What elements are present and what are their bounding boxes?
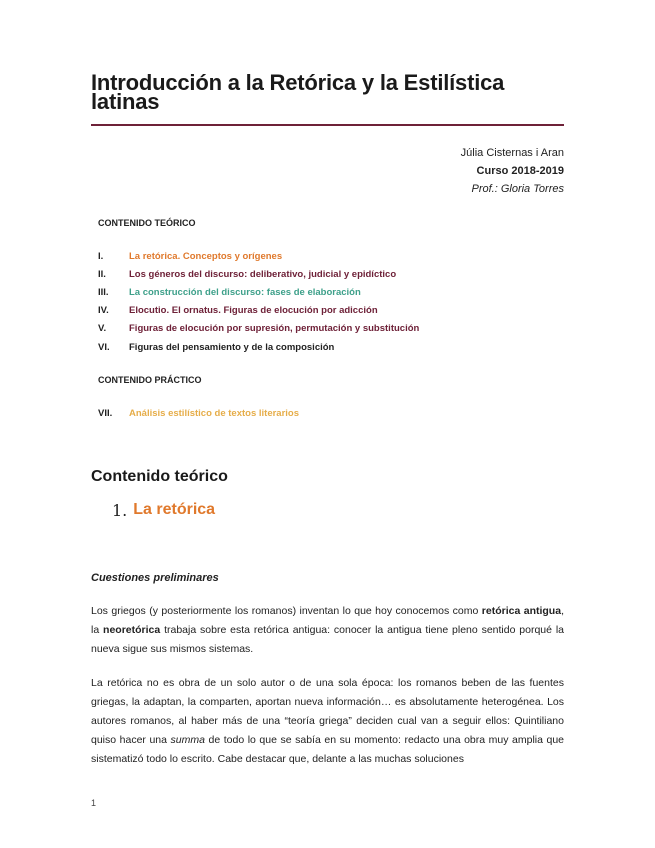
text-run: , la (91, 605, 564, 636)
paragraph-2 (91, 674, 564, 766)
text-run: de todo lo que se sabía en su momento: redacto una obra muy amplia que sistematizó todo lo escrito. Cabe destacar que, delante a las muchas soluciones (91, 734, 564, 765)
toc-item-number: III. (98, 287, 109, 298)
toc-item-6[interactable] (98, 342, 334, 353)
chapter-number: 1. (112, 501, 128, 520)
author-name: Júlia Cisternas i Aran (460, 147, 564, 159)
professor-name: Prof.: Gloria Torres (471, 183, 564, 195)
toc-item-link[interactable]: Figuras del pensamiento y de la composición (129, 342, 335, 353)
text-run: La retórica no es obra de un solo autor o de una sola época: los romanos beben de las fuentes griegas, la adaptan, la comparten, aportan nueva información… es absolutamente heterogénea. Los autores romanos, al haber más de una “teoría griega” deciden cual van a seguir ellos: Quintiliano quiso hacer una (91, 677, 564, 746)
toc-item-link[interactable]: Elocutio. El ornatus. Figuras de elocución por adicción (129, 305, 378, 316)
section-heading: Contenido teórico (91, 468, 228, 485)
subsection-heading: Cuestiones preliminares (91, 572, 219, 584)
text-run: trabaja sobre esta retórica antigua: conocer la antigua tiene pleno sentido porqué la nueva sigue sus mismos sistemas. (91, 624, 564, 655)
toc-item-link[interactable]: Análisis estilístico de textos literarios (129, 408, 300, 419)
paragraph-1 (91, 602, 564, 659)
toc-item-number: VII. (98, 408, 113, 419)
text-run: Los griegos (y posteriormente los romanos) inventan lo que hoy conocemos como (91, 605, 482, 617)
toc-item-4[interactable] (98, 305, 378, 316)
toc-item-number: I. (98, 251, 104, 262)
toc-item-2[interactable] (98, 269, 396, 280)
toc-item-number: IV. (98, 305, 109, 316)
toc-theory-heading: CONTENIDO TEÓRICO (98, 218, 196, 228)
italic-term: summa (170, 734, 205, 746)
toc-item-link[interactable]: La retórica. Conceptos y orígenes (129, 251, 283, 262)
toc-practice-heading: CONTENIDO PRÁCTICO (98, 375, 202, 385)
toc-item-link[interactable]: Figuras de elocución por supresión, permutación y substitución (129, 323, 420, 334)
toc-item-link[interactable]: La construcción del discurso: fases de elaboración (129, 287, 361, 298)
toc-item-number: VI. (98, 342, 110, 353)
toc-item-1[interactable] (98, 251, 282, 262)
chapter-heading (112, 501, 215, 520)
toc-item-5[interactable] (98, 323, 419, 334)
title-divider (91, 124, 564, 126)
bold-term: neoretórica (103, 624, 161, 636)
document-title: Introducción a la Retórica y la Estilística latinas (91, 70, 505, 114)
bold-term: retórica antigua (481, 605, 562, 617)
toc-item-link[interactable]: Los géneros del discurso: deliberativo, judicial y epidíctico (129, 269, 397, 280)
toc-item-number: V. (98, 323, 107, 334)
toc-item-7[interactable] (98, 408, 299, 419)
chapter-title: La retórica (133, 501, 216, 518)
page-number: 1 (91, 798, 97, 808)
course-year: Curso 2018-2019 (476, 165, 564, 177)
toc-item-number: II. (98, 269, 106, 280)
toc-item-3[interactable] (98, 287, 361, 298)
